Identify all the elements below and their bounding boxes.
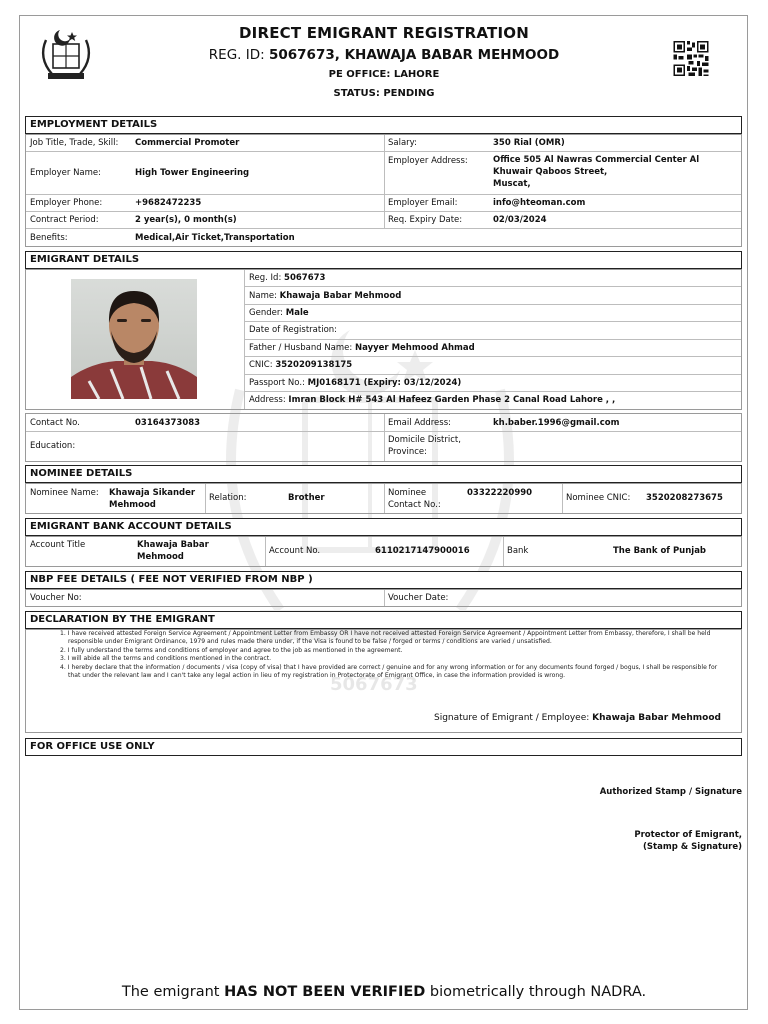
declaration-list bbox=[60, 630, 730, 680]
contract-period-value: 2 year(s), 0 month(s) bbox=[135, 215, 237, 225]
emigrant-name-label: Name: bbox=[249, 291, 277, 301]
education-label: Education: bbox=[30, 441, 76, 451]
employer-address-label: Employer Address: bbox=[388, 156, 468, 166]
salary-label: Salary: bbox=[388, 138, 417, 148]
nominee-contact-label-line2: Contact No.: bbox=[388, 500, 441, 510]
emigrant-passport bbox=[249, 378, 461, 389]
emigrant-gender-label: Gender: bbox=[249, 308, 284, 318]
signature-label: Signature of Emigrant / Employee: bbox=[434, 713, 590, 723]
watermark-text: 5067673 bbox=[330, 674, 418, 695]
contact-label: Contact No. bbox=[30, 418, 80, 428]
salary-value: 350 Rial (OMR) bbox=[493, 138, 565, 148]
nbp-fee-heading: NBP FEE DETAILS ( FEE NOT VERIFIED FROM NBP ) bbox=[25, 571, 742, 589]
emigrant-name bbox=[249, 291, 401, 302]
declaration-item: 3. I will abide all the terms and conditions mentioned in the contract. bbox=[60, 655, 272, 663]
nominee-contact-label-line1: Nominee bbox=[388, 488, 427, 498]
account-number-label: Account No. bbox=[269, 546, 321, 556]
nominee-contact-value: 03322220990 bbox=[467, 488, 533, 498]
cnic-value: 3520209138175 bbox=[275, 360, 353, 370]
employment-details-table bbox=[25, 134, 742, 247]
reg-id-label: REG. ID: bbox=[208, 47, 265, 63]
benefits-label: Benefits: bbox=[30, 233, 68, 243]
employer-email-value: info@hteoman.com bbox=[493, 198, 586, 208]
pe-office: PE OFFICE: LAHORE bbox=[328, 69, 440, 80]
account-title-line1: Khawaja Babar bbox=[137, 540, 209, 550]
contact-education-table bbox=[25, 413, 742, 462]
voucher-date-label: Voucher Date: bbox=[388, 593, 449, 603]
employer-phone-value: +9682472235 bbox=[135, 198, 202, 208]
address-value: Imran Block H# 543 Al Hafeez Garden Phase 2 Canal Road Lahore , , bbox=[288, 395, 616, 405]
emigrant-gender-value: Male bbox=[285, 308, 309, 318]
nbp-fee-table bbox=[25, 589, 742, 607]
benefits-value: Medical,Air Ticket,Transportation bbox=[135, 233, 295, 243]
employer-address-line1: Office 505 Al Nawras Commercial Center Al bbox=[493, 155, 700, 165]
address-label: Address: bbox=[249, 395, 286, 405]
emigrant-signature bbox=[434, 713, 721, 724]
email-value: kh.baber.1996@gmail.com bbox=[493, 418, 620, 428]
passport-label: Passport No.: bbox=[249, 378, 305, 388]
account-title-line2: Mehmood bbox=[137, 552, 184, 562]
protector-label-line2: (Stamp & Signature) bbox=[643, 842, 742, 852]
declaration-heading: DECLARATION BY THE EMIGRANT bbox=[25, 611, 742, 629]
account-number-value: 6110217147900016 bbox=[375, 546, 470, 556]
verification-emphasis: HAS NOT BEEN VERIFIED bbox=[224, 984, 426, 1000]
declaration-item: 1. I have received attested Foreign Service Agreement / Appointment Letter from Embassy OR I have not received attested Foreign Service Agreement / Appointment Letter from Embassy, therefore, I shall be held responsible under Emigrant Ordinance, 1979 and rules made there under, if the Visa is found to be false / forged or terms / conditions are varied / unsatisfied. bbox=[60, 630, 711, 646]
email-label: Email Address: bbox=[388, 418, 451, 428]
nominee-name-line2: Mehmood bbox=[109, 500, 156, 510]
signature-value: Khawaja Babar Mehmood bbox=[592, 713, 721, 723]
relation-label: Relation: bbox=[209, 493, 247, 503]
passport-value: MJ0168171 (Expiry: 03/12/2024) bbox=[307, 378, 462, 388]
nominee-cnic-value: 3520208273675 bbox=[646, 493, 723, 503]
emigrant-cnic bbox=[249, 360, 352, 371]
emigrant-reg-id-value: 5067673 bbox=[284, 273, 326, 283]
declaration-item: 2. I fully understand the terms and conditions of employer and agree to the job as mentioned in the agreement. bbox=[60, 646, 403, 654]
emigrant-reg-id-label: Reg. Id: bbox=[249, 273, 282, 283]
father-name-value: Nayyer Mehmood Ahmad bbox=[354, 343, 475, 353]
voucher-no-label: Voucher No: bbox=[30, 593, 82, 603]
verification-suffix: biometrically through NADRA. bbox=[429, 984, 647, 1000]
protector-label-line1: Protector of Emigrant, bbox=[634, 830, 742, 840]
emigrant-photo bbox=[71, 279, 197, 399]
emigrant-reg-id bbox=[249, 273, 325, 284]
job-title-value: Commercial Promoter bbox=[135, 138, 240, 148]
verification-note bbox=[0, 984, 768, 1000]
employer-name-value: High Tower Engineering bbox=[135, 168, 250, 178]
emigrant-gender bbox=[249, 308, 309, 319]
nominee-cnic-label: Nominee CNIC: bbox=[566, 493, 631, 503]
expiry-date-value: 02/03/2024 bbox=[493, 215, 547, 225]
nominee-details-heading: NOMINEE DETAILS bbox=[25, 465, 742, 483]
bank-value: The Bank of Punjab bbox=[613, 546, 707, 556]
expiry-date-label: Req. Expiry Date: bbox=[388, 215, 463, 225]
relation-value: Brother bbox=[288, 493, 325, 503]
authorized-stamp-label: Authorized Stamp / Signature bbox=[599, 787, 742, 797]
office-use-heading: FOR OFFICE USE ONLY bbox=[25, 738, 742, 756]
bank-details-heading: EMIGRANT BANK ACCOUNT DETAILS bbox=[25, 518, 742, 536]
cnic-label: CNIC: bbox=[249, 360, 273, 370]
nominee-name-label: Nominee Name: bbox=[30, 488, 99, 498]
registration-id bbox=[0, 47, 768, 63]
declaration-item: 4. I hereby declare that the information / documents / visa (copy of visa) that I have provided are correct / genuine and for any wrong information or for any documents found forged / bogus, I shall be responsible for that under the relevant law and I can't take any legal action in lieu of my registration in Protectorate of Emigrant Office, in case the information provided is wrong. bbox=[60, 663, 718, 680]
contact-value: 03164373083 bbox=[135, 418, 201, 428]
status-badge: STATUS: PENDING bbox=[333, 88, 435, 99]
employer-address-line2: Khuwair Qaboos Street, bbox=[493, 167, 608, 177]
bank-label: Bank bbox=[507, 546, 529, 556]
qr-code-icon bbox=[670, 41, 712, 76]
emigrant-father bbox=[249, 343, 475, 354]
registration-date-label: Date of Registration: bbox=[249, 325, 338, 335]
employer-email-label: Employer Email: bbox=[388, 198, 458, 208]
domicile-label-line1: Domicile District, bbox=[388, 435, 461, 445]
employment-details-heading: EMPLOYMENT DETAILS bbox=[25, 116, 742, 134]
employer-phone-label: Employer Phone: bbox=[30, 198, 103, 208]
page-title: DIRECT EMIGRANT REGISTRATION bbox=[239, 24, 529, 42]
reg-id-value: 5067673, KHAWAJA BABAR MEHMOOD bbox=[268, 47, 560, 63]
father-name-label: Father / Husband Name: bbox=[249, 343, 353, 353]
emigrant-name-value: Khawaja Babar Mehmood bbox=[279, 291, 402, 301]
domicile-label-line2: Province: bbox=[388, 447, 428, 457]
nominee-name-line1: Khawaja Sikander bbox=[109, 488, 196, 498]
verification-prefix: The emigrant bbox=[121, 984, 220, 1000]
emigrant-address bbox=[249, 395, 615, 406]
employer-name-label: Employer Name: bbox=[30, 168, 102, 178]
emigrant-details-heading: EMIGRANT DETAILS bbox=[25, 251, 742, 269]
contract-period-label: Contract Period: bbox=[30, 215, 99, 225]
job-title-label: Job Title, Trade, Skill: bbox=[30, 138, 119, 148]
employer-address-line3: Muscat, bbox=[493, 179, 531, 189]
account-title-label: Account Title bbox=[30, 540, 86, 550]
